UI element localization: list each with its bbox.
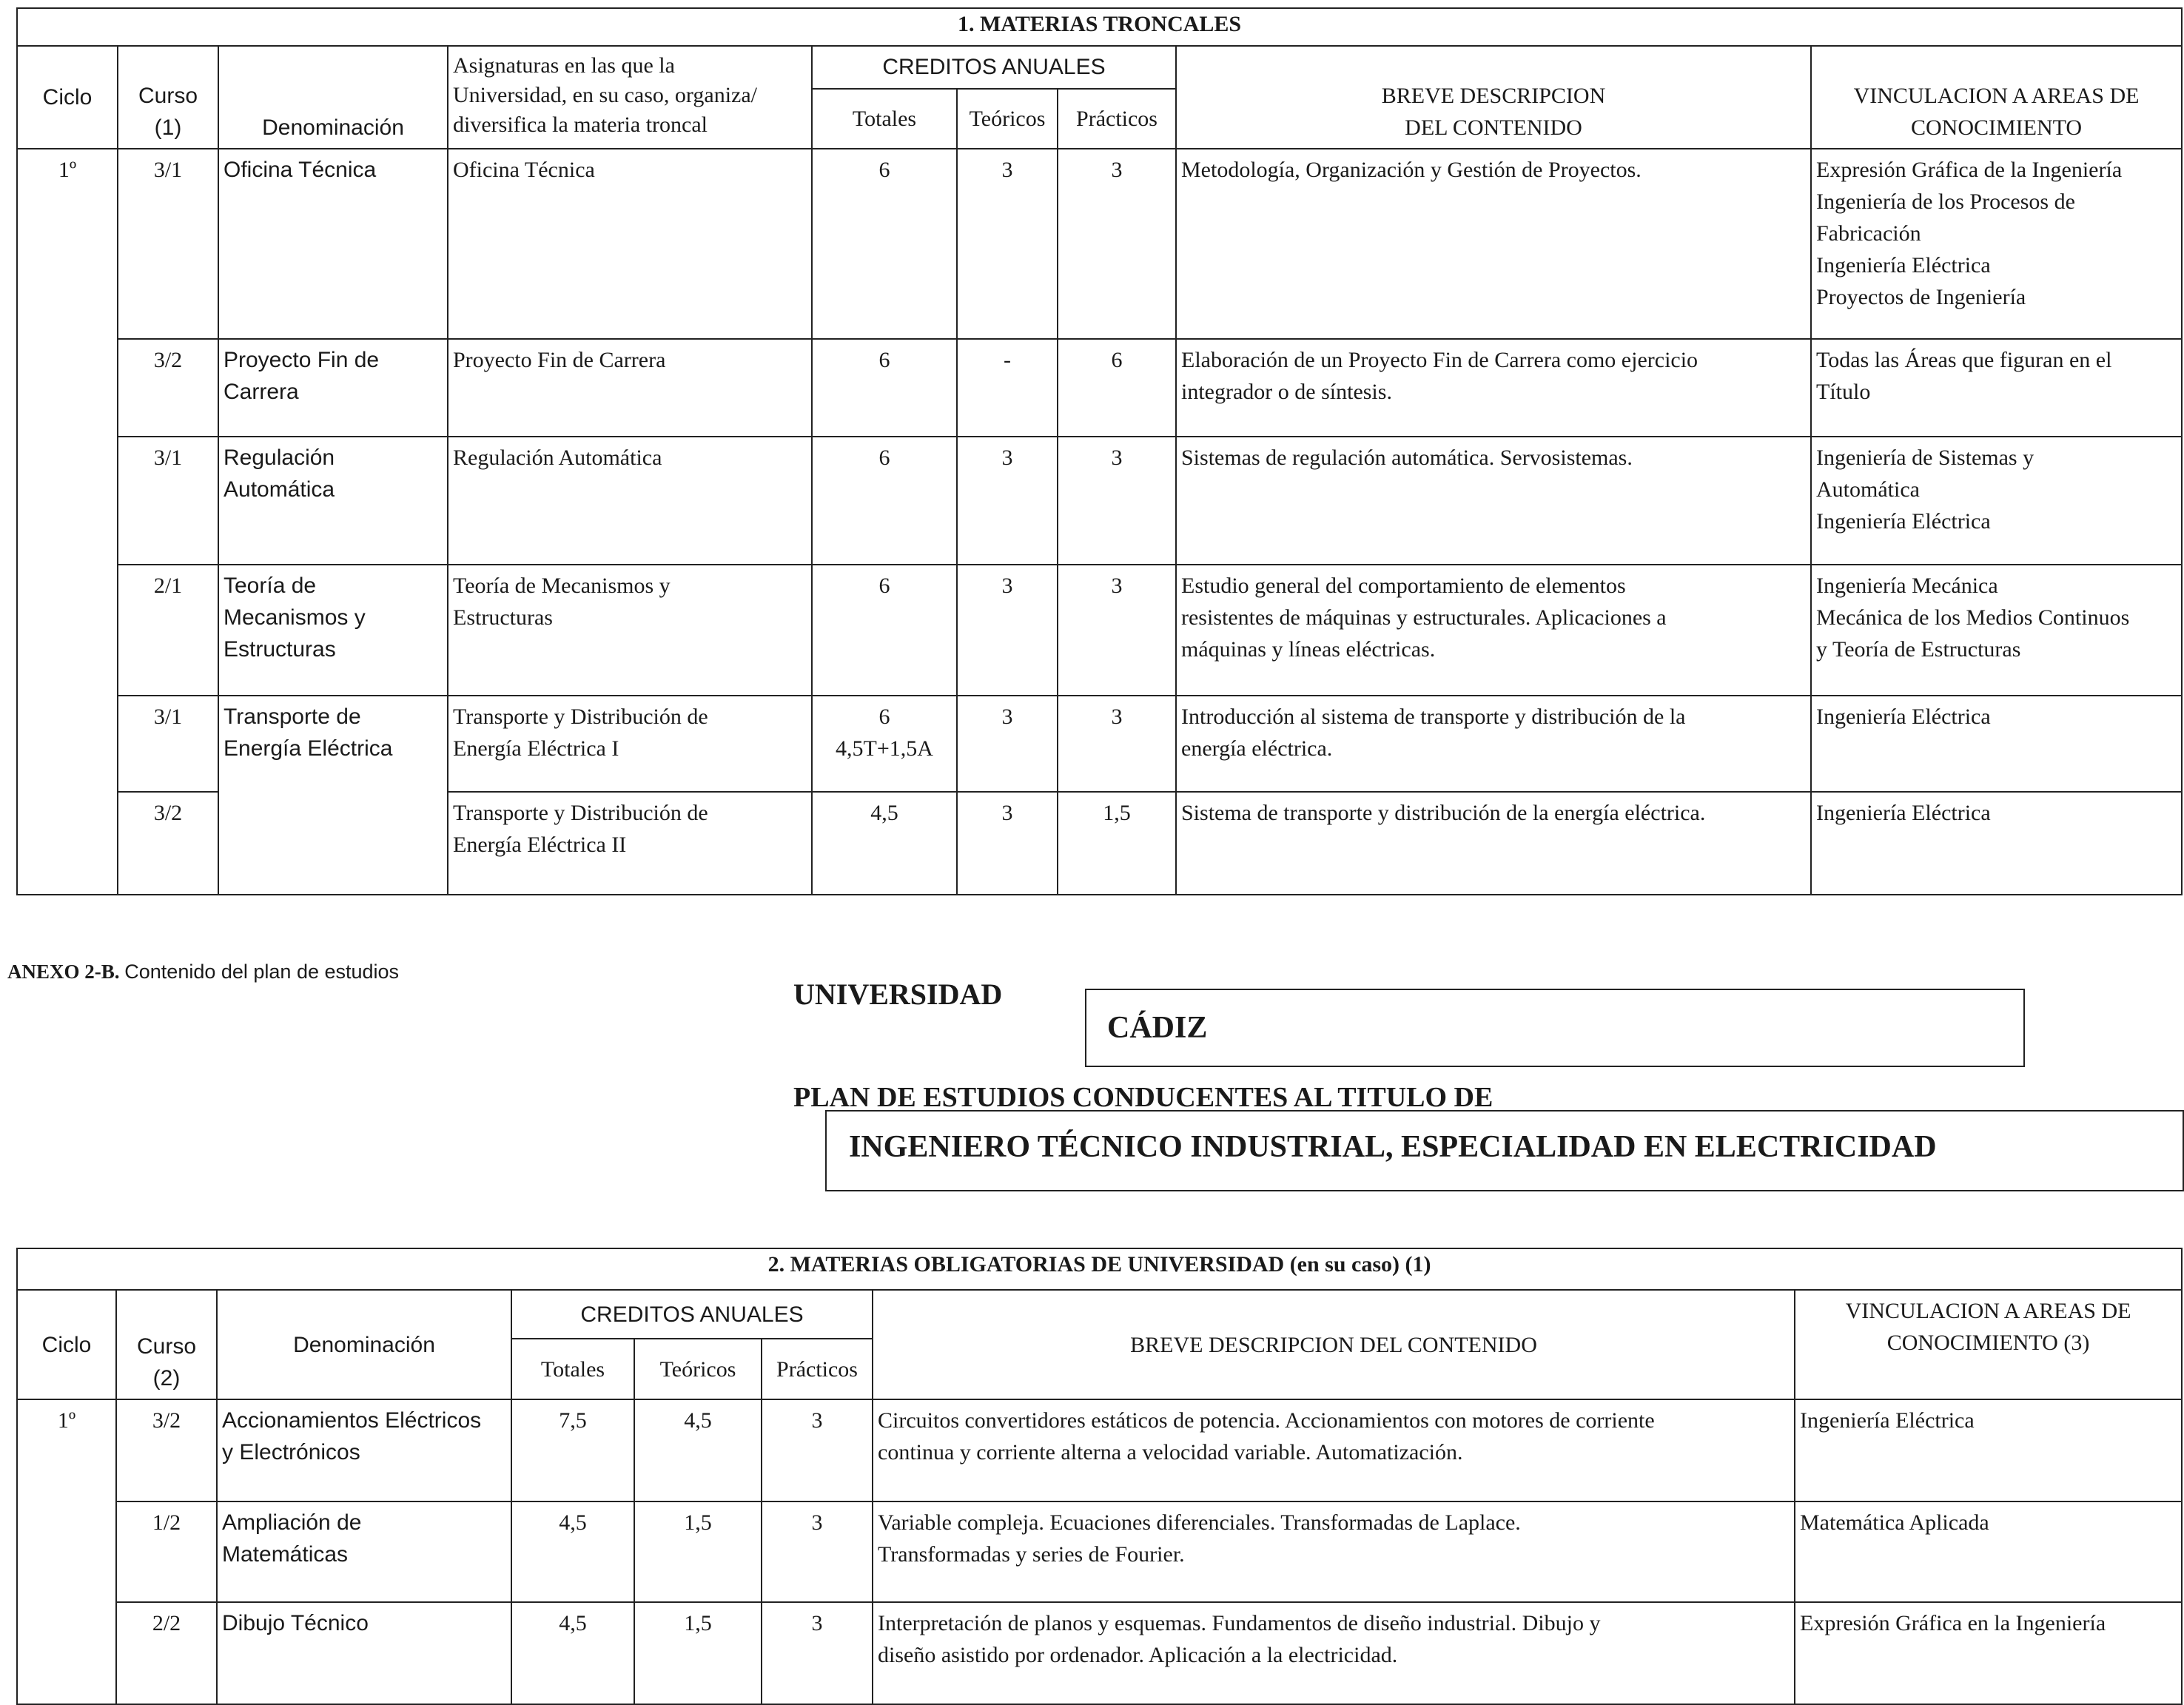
teoricos-cell: 3	[957, 792, 1058, 895]
vinculacion-cell: Matemática Aplicada	[1795, 1501, 2182, 1602]
header-descripcion: BREVE DESCRIPCION DEL CONTENIDO	[1176, 46, 1811, 149]
denominacion-cell: Accionamientos Eléctricos y Electrónicos	[217, 1399, 511, 1501]
table-row	[17, 339, 2182, 437]
header-practicos: Prácticos	[1058, 89, 1176, 149]
vinculacion-cell: Ingeniería Eléctrica	[1811, 696, 2182, 792]
practicos-cell: 1,5	[1058, 792, 1176, 895]
ciclo-cell: 1º	[17, 149, 118, 895]
totales-cell: 7,5	[511, 1399, 634, 1501]
header-creditos: CREDITOS ANUALES	[812, 46, 1176, 89]
header-practicos: Prácticos	[762, 1339, 873, 1399]
teoricos-cell: 1,5	[634, 1602, 762, 1704]
curso-cell: 2/1	[118, 565, 218, 696]
denominacion-cell: Proyecto Fin de Carrera	[218, 339, 448, 437]
denominacion-cell: Dibujo Técnico	[217, 1602, 511, 1704]
universidad-box	[1085, 989, 2025, 1067]
practicos-cell: 3	[1058, 437, 1176, 564]
curso-cell: 3/2	[118, 339, 218, 437]
descripcion-cell: Metodología, Organización y Gestión de Proyectos.	[1176, 149, 1811, 340]
descripcion-cell: Sistema de transporte y distribución de la energía eléctrica.	[1176, 792, 1811, 895]
teoricos-cell: 1,5	[634, 1501, 762, 1602]
denominacion-cell: Teoría de Mecanismos y Estructuras	[218, 565, 448, 696]
table-row	[17, 149, 2182, 340]
table-row	[17, 565, 2182, 696]
totales-cell: 4,5	[511, 1602, 634, 1704]
denominacion-cell: Regulación Automática	[218, 437, 448, 564]
totales-cell: 4,5	[812, 792, 957, 895]
totales-cell: 6 4,5T+1,5A	[812, 696, 957, 792]
teoricos-cell: 3	[957, 149, 1058, 340]
vinculacion-cell: Ingeniería Eléctrica	[1811, 792, 2182, 895]
header-denominacion: Denominación	[218, 46, 448, 149]
descripcion-cell: Sistemas de regulación automática. Servosistemas.	[1176, 437, 1811, 564]
titulo-value: INGENIERO TÉCNICO INDUSTRIAL, ESPECIALIDAD EN ELECTRICIDAD	[849, 1130, 1937, 1164]
teoricos-cell: 3	[957, 437, 1058, 564]
annex-label-bold: ANEXO 2-B.	[7, 961, 120, 983]
vinculacion-cell: Ingeniería Eléctrica	[1795, 1399, 2182, 1501]
asignatura-cell: Regulación Automática	[448, 437, 812, 564]
ciclo-cell: 1º	[17, 1399, 116, 1704]
table-row	[17, 1399, 2182, 1501]
header-ciclo: Ciclo	[17, 46, 118, 149]
troncales-table	[16, 7, 2183, 895]
table-row	[17, 437, 2182, 564]
totales-cell: 6	[812, 437, 957, 564]
totales-cell: 4,5	[511, 1501, 634, 1602]
annex-label-text: Contenido del plan de estudios	[124, 961, 400, 983]
practicos-cell: 3	[1058, 149, 1176, 340]
header-vinculacion: VINCULACION A AREAS DE CONOCIMIENTO (3)	[1795, 1290, 2182, 1399]
universidad-label: UNIVERSIDAD	[793, 978, 1003, 1011]
header-creditos: CREDITOS ANUALES	[511, 1290, 873, 1339]
denominacion-cell: Oficina Técnica	[218, 149, 448, 340]
header-denominacion: Denominación	[217, 1290, 511, 1399]
practicos-cell: 3	[762, 1501, 873, 1602]
header-curso: Curso (2)	[116, 1290, 217, 1399]
curso-cell: 3/2	[118, 792, 218, 895]
curso-cell: 3/1	[118, 696, 218, 792]
header-totales: Totales	[812, 89, 957, 149]
denominacion-cell: Transporte de Energía Eléctrica	[218, 696, 448, 895]
descripcion-cell: Elaboración de un Proyecto Fin de Carrera como ejercicio integrador o de síntesis.	[1176, 339, 1811, 437]
header-teoricos: Teóricos	[957, 89, 1058, 149]
header-vinculacion: VINCULACION A AREAS DE CONOCIMIENTO	[1811, 46, 2182, 149]
denominacion-cell: Ampliación de Matemáticas	[217, 1501, 511, 1602]
vinculacion-cell: Expresión Gráfica en la Ingeniería	[1795, 1602, 2182, 1704]
descripcion-cell: Circuitos convertidores estáticos de potencia. Accionamientos con motores de corriente continua y corriente alterna a velocidad variable. Automatización.	[873, 1399, 1795, 1501]
asignatura-cell: Oficina Técnica	[448, 149, 812, 340]
practicos-cell: 3	[1058, 565, 1176, 696]
header-teoricos: Teóricos	[634, 1339, 762, 1399]
practicos-cell: 3	[762, 1602, 873, 1704]
descripcion-cell: Interpretación de planos y esquemas. Fundamentos de diseño industrial. Dibujo y diseño asistido por ordenador. Aplicación a la electricidad.	[873, 1602, 1795, 1704]
practicos-cell: 3	[762, 1399, 873, 1501]
header-descripcion: BREVE DESCRIPCION DEL CONTENIDO	[873, 1290, 1795, 1399]
curso-cell: 3/2	[116, 1399, 217, 1501]
header-curso: Curso (1)	[118, 46, 218, 149]
curso-cell: 1/2	[116, 1501, 217, 1602]
titulo-box	[825, 1110, 2184, 1191]
curso-cell: 3/1	[118, 149, 218, 340]
table-row	[17, 1602, 2182, 1704]
teoricos-cell: 3	[957, 696, 1058, 792]
asignatura-cell: Transporte y Distribución de Energía Eléctrica I	[448, 696, 812, 792]
table-row	[17, 696, 2182, 792]
header-asignaturas: Asignaturas en las que la Universidad, en su caso, organiza/ diversifica la materia troncal	[448, 46, 812, 149]
descripcion-cell: Introducción al sistema de transporte y distribución de la energía eléctrica.	[1176, 696, 1811, 792]
plan-label: PLAN DE ESTUDIOS CONDUCENTES AL TITULO DE	[793, 1082, 1493, 1113]
vinculacion-cell: Todas las Áreas que figuran en el Título	[1811, 339, 2182, 437]
curso-cell: 2/2	[116, 1602, 217, 1704]
practicos-cell: 3	[1058, 696, 1176, 792]
descripcion-cell: Variable compleja. Ecuaciones diferenciales. Transformadas de Laplace. Transformadas y series de Fourier.	[873, 1501, 1795, 1602]
curso-cell: 3/1	[118, 437, 218, 564]
asignatura-cell: Proyecto Fin de Carrera	[448, 339, 812, 437]
asignatura-cell: Teoría de Mecanismos y Estructuras	[448, 565, 812, 696]
header-totales: Totales	[511, 1339, 634, 1399]
universidad-value: CÁDIZ	[1107, 1011, 1208, 1045]
totales-cell: 6	[812, 149, 957, 340]
section-title-obligatorias: 2. MATERIAS OBLIGATORIAS DE UNIVERSIDAD (en su caso) (1)	[17, 1248, 2182, 1290]
teoricos-cell: -	[957, 339, 1058, 437]
annex-label	[7, 959, 399, 984]
table-row	[17, 1501, 2182, 1602]
totales-cell: 6	[812, 565, 957, 696]
descripcion-cell: Estudio general del comportamiento de elementos resistentes de máquinas y estructurales. Aplicaciones a máquinas y líneas eléctricas.	[1176, 565, 1811, 696]
vinculacion-cell: Ingeniería de Sistemas y Automática Ingeniería Eléctrica	[1811, 437, 2182, 564]
vinculacion-cell: Ingeniería Mecánica Mecánica de los Medios Continuos y Teoría de Estructuras	[1811, 565, 2182, 696]
totales-cell: 6	[812, 339, 957, 437]
asignatura-cell: Transporte y Distribución de Energía Eléctrica II	[448, 792, 812, 895]
teoricos-cell: 3	[957, 565, 1058, 696]
header-ciclo: Ciclo	[17, 1290, 116, 1399]
teoricos-cell: 4,5	[634, 1399, 762, 1501]
practicos-cell: 6	[1058, 339, 1176, 437]
obligatorias-table	[16, 1248, 2183, 1705]
vinculacion-cell: Expresión Gráfica de la Ingeniería Ingeniería de los Procesos de Fabricación Ingeniería Eléctrica Proyectos de Ingeniería	[1811, 149, 2182, 340]
section-title-troncales: 1. MATERIAS TRONCALES	[17, 8, 2182, 46]
